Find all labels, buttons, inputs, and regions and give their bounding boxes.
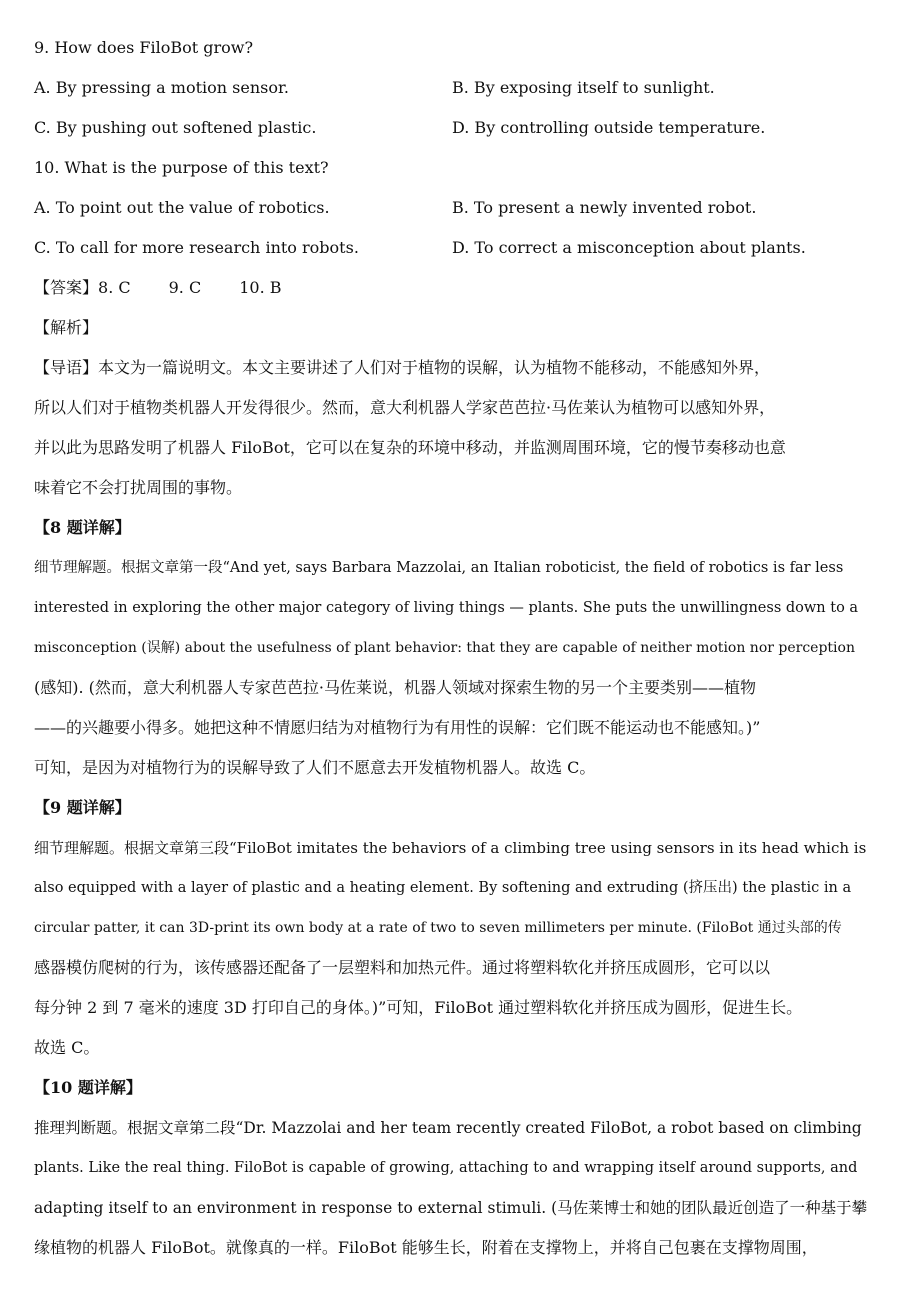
- detail-8-line: ——的兴趣要小得多。她把这种不情愿归结为对植物行为有用性的误解：它们既不能运动也不能感知。)”: [34, 718, 761, 737]
- question-10-stem: 10. What is the purpose of this text?: [34, 158, 329, 177]
- detail-9-paragraph: [34, 828, 868, 1068]
- detail-9-line: 故选 C。: [34, 1038, 100, 1057]
- guide-paragraph: [34, 348, 868, 508]
- detail-9-line: 感器模仿爬树的行为，该传感器还配备了一层塑料和加热元件。通过将塑料软化并挤压成圆形，它可以以: [34, 958, 771, 977]
- guide-line: 味着它不会打扰周围的事物。: [34, 478, 243, 497]
- question-9-option-d: D. By controlling outside temperature.: [452, 118, 766, 137]
- detail-8-line: 细节理解题。根据文章第一段“And yet, says Barbara Mazzolai, an Italian roboticist, the field of robotics is far less: [34, 560, 844, 576]
- detail-8-line: (感知). (然而，意大利机器人专家芭芭拉·马佐莱说，机器人领域对探索生物的另一个主要类别——植物: [34, 678, 756, 697]
- detail-9-line: 每分钟 2 到 7 毫米的速度 3D 打印自己的身体。)”可知，FiloBot 通过塑料软化并挤压成为圆形，促进生长。: [34, 998, 803, 1017]
- question-9-options-row-2: [34, 108, 868, 148]
- question-10-options-row-2: [34, 228, 868, 268]
- guide-line: 所以人们对于植物类机器人开发得很少。然而，意大利机器人学家芭芭拉·马佐莱认为植物可以感知外界，: [34, 398, 776, 417]
- analysis-label: 【解析】: [34, 318, 99, 337]
- detail-10-line: adapting itself to an environment in response to external stimuli. (马佐莱博士和她的团队最近创造了一种基于攀: [34, 1199, 868, 1217]
- answer-9: 9. C: [168, 278, 202, 297]
- question-9-option-a: A. By pressing a motion sensor.: [34, 78, 289, 97]
- detail-9-line: 细节理解题。根据文章第三段“FiloBot imitates the behaviors of a climbing tree using sensors in its head which is: [34, 839, 867, 857]
- detail-10-line: 缘植物的机器人 FiloBot。就像真的一样。FiloBot 能够生长，附着在支撑物上，并将自己包裹在支撑物周围，: [34, 1238, 818, 1257]
- guide-line: 【导语】本文为一篇说明文。本文主要讲述了人们对于植物的误解，认为植物不能移动，不能感知外界，: [34, 358, 771, 377]
- guide-line: 并以此为思路发明了机器人 FiloBot，它可以在复杂的环境中移动，并监测周围环境，它的慢节奏移动也意: [34, 438, 786, 457]
- detail-8-line: interested in exploring the other major category of living things — plants. She puts the unwillingness down to a: [34, 600, 859, 616]
- detail-10-heading: 【10 题详解】: [34, 1078, 142, 1097]
- question-10-option-c: C. To call for more research into robots.: [34, 238, 359, 257]
- question-9-options-row-1: [34, 68, 868, 108]
- detail-9-heading: 【9 题详解】: [34, 798, 131, 817]
- detail-8-heading: 【8 题详解】: [34, 518, 131, 537]
- question-10-option-d: D. To correct a misconception about plants.: [452, 238, 806, 257]
- detail-8-paragraph: [34, 548, 868, 788]
- detail-10-paragraph: [34, 1108, 868, 1268]
- answer-key: [34, 268, 868, 308]
- question-9-option-c: C. By pushing out softened plastic.: [34, 118, 317, 137]
- answer-label: 【答案】: [34, 278, 99, 297]
- detail-9-line: also equipped with a layer of plastic and a heating element. By softening and extruding (挤压出) the plastic in a: [34, 880, 852, 896]
- answer-8: 8. C: [98, 278, 131, 297]
- detail-10-line: plants. Like the real thing. FiloBot is capable of growing, attaching to and wrapping itself around supports, and: [34, 1160, 858, 1176]
- detail-8-line: 可知，是因为对植物行为的误解导致了人们不愿意去开发植物机器人。故选 C。: [34, 758, 596, 777]
- detail-8-line: misconception (误解) about the usefulness of plant behavior: that they are capable of neither motion nor perception: [34, 640, 855, 656]
- detail-10-line: 推理判断题。根据文章第二段“Dr. Mazzolai and her team recently created FiloBot, a robot based on climbing: [34, 1119, 862, 1137]
- question-9-option-b: B. By exposing itself to sunlight.: [452, 78, 715, 97]
- answer-10: 10. B: [239, 278, 282, 297]
- detail-9-line: circular patter, it can 3D-print its own body at a rate of two to seven millimeters per minute. (FiloBot 通过头部的传: [34, 920, 842, 936]
- question-9-stem: 9. How does FiloBot grow?: [34, 38, 254, 57]
- question-10-option-a: A. To point out the value of robotics.: [34, 198, 330, 217]
- question-10-option-b: B. To present a newly invented robot.: [452, 198, 757, 217]
- question-10-options-row-1: [34, 188, 868, 228]
